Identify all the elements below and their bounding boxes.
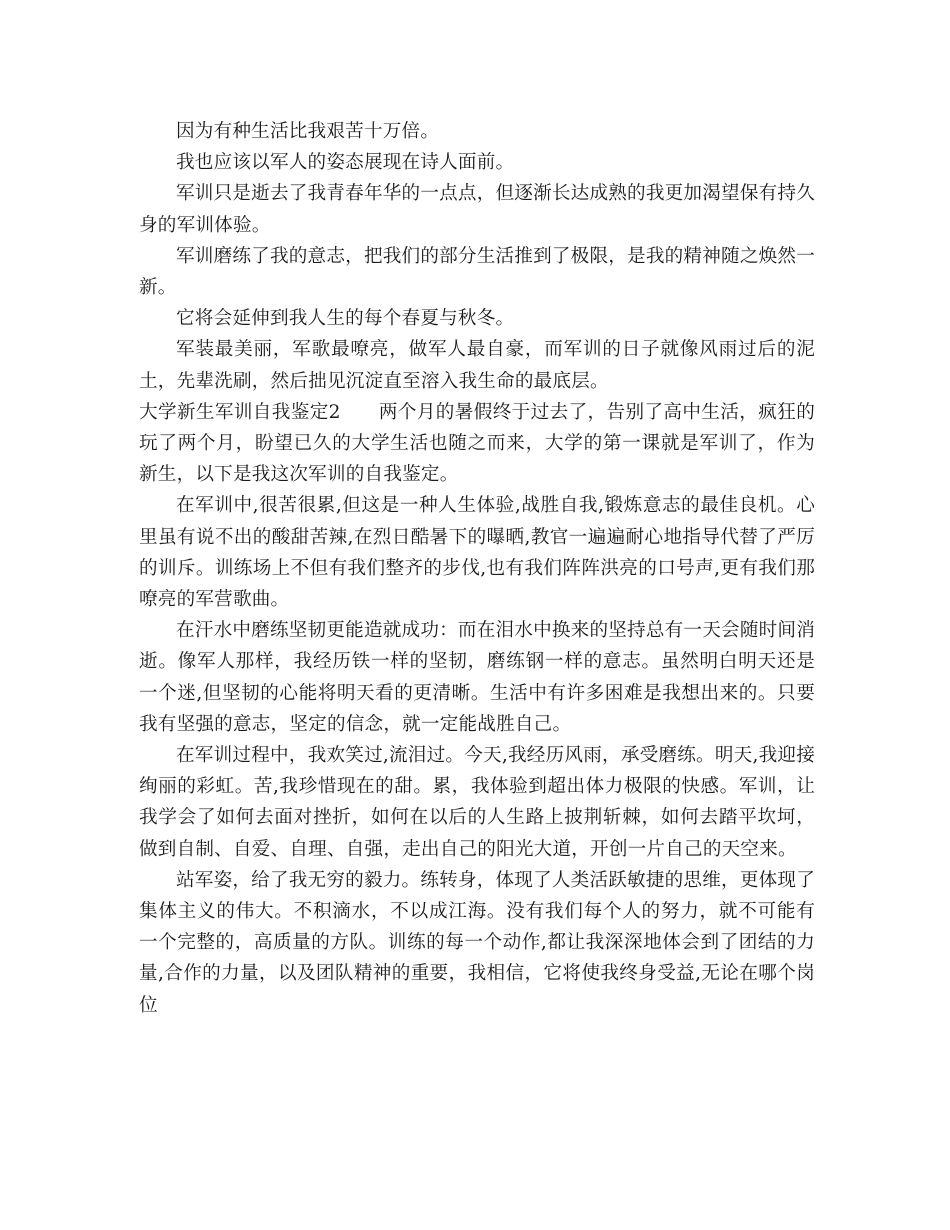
paragraph-8: 在汗水中磨练坚韧更能造就成功：而在泪水中换来的坚持总有一天会随时间消逝。像军人那样，我经历铁一样的坚韧，磨练钢一样的意志。虽然明白明天还是一个迷,但坚韧的心能将明天看的更清晰。生活中有许多困难是我想出来的。只要我有坚强的意志，坚定的信念，就一定能战胜自己。: [139, 620, 815, 735]
section-intro: 两个月的暑假终于过去了，告别了高中生活，疯狂的玩了两个月，盼望已久的大学生活也随之而来，大学的第一课就是军训了，作为新生，以下是我这次军训的自我鉴定。: [139, 401, 815, 486]
paragraph-6: 军装最美丽，军歌最嘹亮，做军人最自豪，而军训的日子就像风雨过后的泥土，先辈洗刷，然后拙见沉淀直至溶入我生命的最底层。: [139, 339, 815, 392]
paragraph-4: 军训磨练了我的意志，把我们的部分生活推到了极限，是我的精神随之焕然一新。: [139, 245, 815, 299]
paragraph-1: 因为有种生活比我艰苦十万倍。: [176, 121, 440, 142]
paragraph-10: 站军姿，给了我无穷的毅力。练转身，体现了人类活跃敏捷的思维，更体现了集体主义的伟大。不积滴水，不以成江海。没有我们每个人的努力，就不可能有一个完整的，高质量的方队。训练的每一个动作,都让我深深地体会到了团结的力量,合作的力量，以及团队精神的重要，我相信，它将使我终身受益,无论在哪个岗位: [139, 869, 815, 1016]
document-body: [139, 116, 815, 1021]
paragraph-9: 在军训过程中，我欢笑过,流泪过。今天,我经历风雨，承受磨练。明天,我迎接绚丽的彩虹。苦,我珍惜现在的甜。累，我体验到超出体力极限的快感。军训，让我学会了如何去面对挫折，如何在以后的人生路上披荆斩棘，如何去踏平坎坷，做到自制、自爱、自理、自强，走出自己的阳光大道，开创一片自己的天空来。: [139, 745, 815, 860]
paragraph-3: 军训只是逝去了我青春年华的一点点，但逐渐长达成熟的我更加渴望保有持久身的军训体验。: [139, 183, 815, 236]
paragraph-2: 我也应该以军人的姿态展现在诗人面前。: [176, 152, 515, 174]
paragraph-5: 它将会延伸到我人生的每个春夏与秋冬。: [176, 308, 515, 330]
paragraph-7: 在军训中,很苦很累,但这是一种人生体验,战胜自我,锻炼意志的最佳良机。心里虽有说不出的酸甜苦辣,在烈日酷暑下的曝晒,教官一遍遍耐心地指导代替了严厉的训斥。训练场上不但有我们整齐的步伐,也有我们阵阵洪亮的口号声,更有我们那嘹亮的军营歌曲。: [139, 495, 815, 611]
section-heading-paragraph: [139, 397, 815, 491]
section-title: 大学新生军训自我鉴定2: [139, 401, 341, 423]
